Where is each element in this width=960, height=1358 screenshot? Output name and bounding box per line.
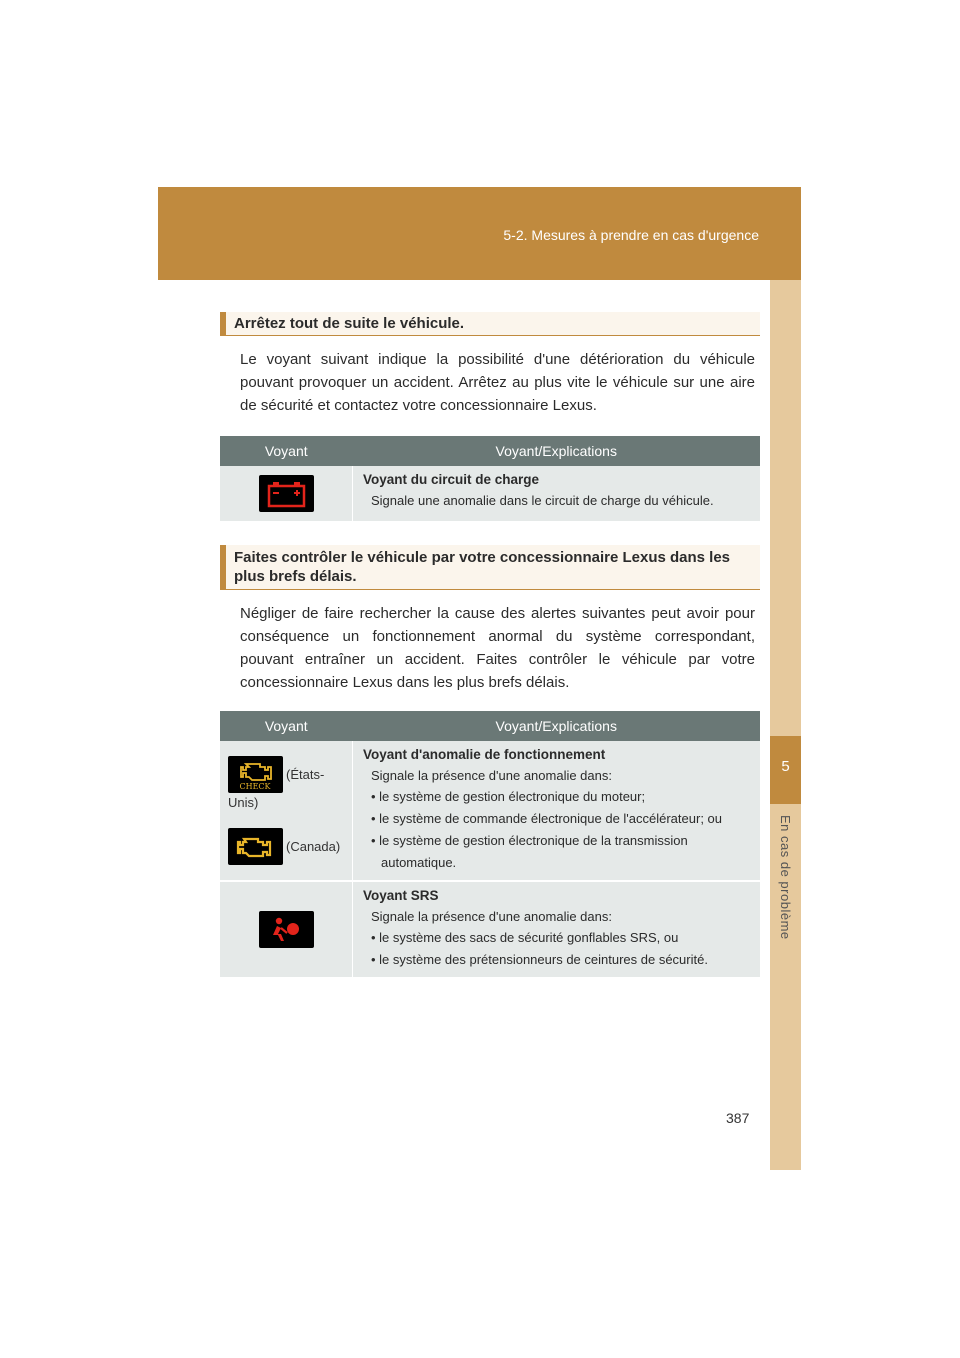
list-item: • le système de gestion électronique de la transmission automatique. — [371, 833, 688, 870]
text-cell — [353, 466, 761, 522]
list-item: • le système des sacs de sécurité gonflables SRS, ou — [371, 930, 679, 945]
table-row — [220, 881, 760, 978]
section-paragraph-check: Négliger de faire rechercher la cause des alertes suivantes peut avoir pour conséquence un fonctionnement anormal du système correspondant, pouvant entraîner un accident. Faites contrôler le véhicule par votre concessionnaire Lexus dans les plus brefs délais. — [240, 605, 755, 691]
row-title: Voyant d'anomalie de fonctionnement — [363, 747, 606, 762]
text-cell — [353, 741, 761, 881]
airbag-warning-icon — [259, 911, 314, 948]
icon-cell — [220, 466, 353, 522]
check-label: CHECK — [239, 782, 271, 792]
col-explications: Voyant/Explications — [353, 711, 761, 741]
region-us: (États-Unis) — [228, 767, 325, 810]
section-breadcrumb: 5-2. Mesures à prendre en cas d'urgence — [503, 227, 759, 243]
row-title: Voyant SRS — [363, 888, 439, 903]
list-item: • le système de commande électronique de l'accélérateur; ou — [371, 811, 722, 826]
col-voyant: Voyant — [220, 436, 353, 466]
col-voyant: Voyant — [220, 711, 353, 741]
section-paragraph-stop: Le voyant suivant indique la possibilité d'une détérioration du véhicule pouvant provoquer un accident. Arrêtez au plus vite le véhicule sur une aire de sécurité et contactez votre concessionnaire Lexus. — [240, 351, 755, 414]
row-title: Voyant du circuit de charge — [363, 472, 540, 487]
list-item: • le système des prétensionneurs de ceintures de sécurité. — [371, 952, 708, 967]
icon-cell — [220, 741, 353, 881]
page-number: 387 — [726, 1110, 750, 1126]
chapter-tab — [770, 280, 801, 1170]
row-desc: Signale la présence d'une anomalie dans: — [371, 768, 612, 783]
col-explications: Voyant/Explications — [353, 436, 761, 466]
chapter-number-box — [770, 736, 801, 804]
text-cell — [353, 881, 761, 978]
row-desc: Signale une anomalie dans le circuit de charge du véhicule. — [371, 493, 714, 508]
chapter-number: 5 — [781, 758, 790, 775]
warning-table-2 — [220, 711, 760, 979]
section-heading-stop: Arrêtez tout de suite le véhicule. — [220, 312, 760, 336]
warning-table-1 — [220, 436, 760, 523]
table-row — [220, 466, 760, 522]
table-row — [220, 741, 760, 881]
engine-warning-icon — [228, 828, 283, 865]
section-heading-check: Faites contrôler le véhicule par votre concessionnaire Lexus dans les plus brefs délais. — [220, 545, 760, 590]
chapter-label: En cas de problème — [778, 815, 793, 940]
check-engine-icon — [228, 756, 283, 793]
header-band — [158, 187, 801, 280]
chapter-label-wrap — [778, 815, 794, 945]
icon-cell — [220, 881, 353, 978]
list-item: • le système de gestion électronique du moteur; — [371, 789, 646, 804]
battery-warning-icon — [259, 475, 314, 512]
row-desc: Signale la présence d'une anomalie dans: — [371, 909, 612, 924]
region-ca: (Canada) — [286, 838, 341, 854]
